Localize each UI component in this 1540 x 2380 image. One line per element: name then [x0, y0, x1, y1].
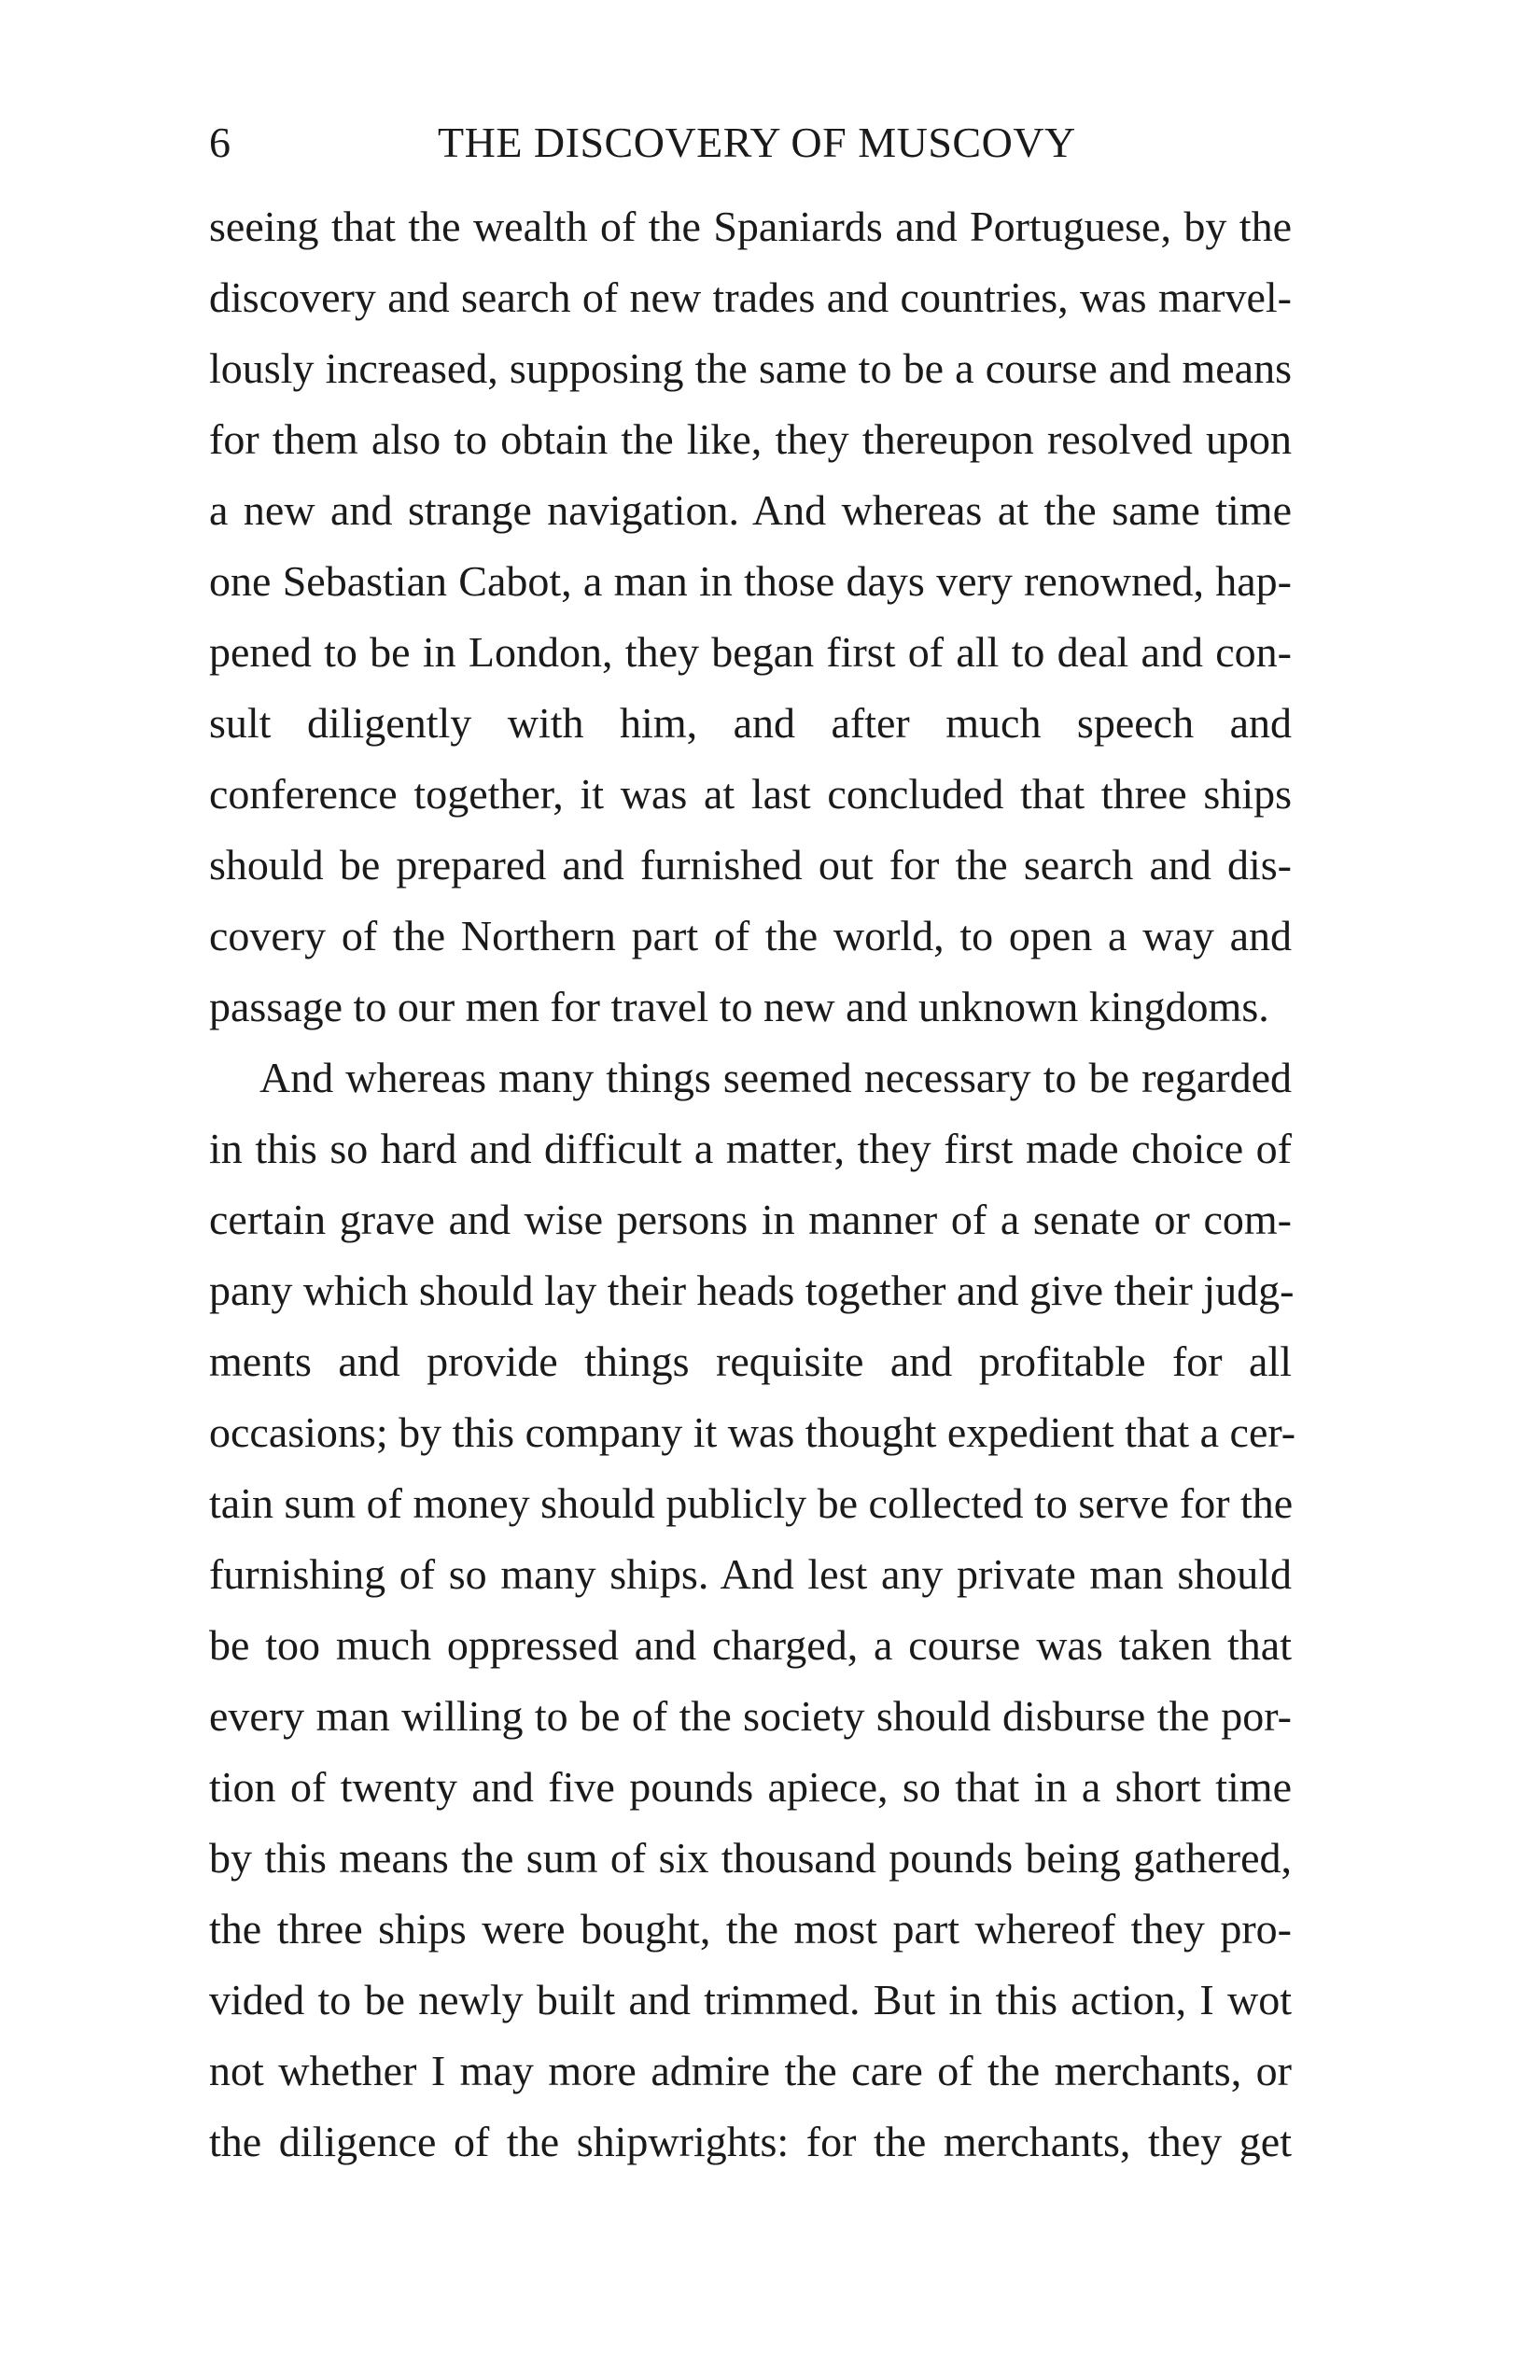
text-line: one Sebastian Cabot, a man in those days very renowned, hap-: [209, 557, 1292, 605]
text-line: furnishing of so many ships. And lest any private man should: [209, 1550, 1292, 1598]
text-line: certain grave and wise persons in manner of a senate or com-: [209, 1196, 1292, 1243]
page-header: [209, 110, 1292, 175]
text-line: vided to be newly built and trimmed. But in this action, I wot: [209, 1976, 1292, 2023]
text-line: And whereas many things seemed necessary to be regarded: [259, 1054, 1292, 1101]
text-line: seeing that the wealth of the Spaniards and Portuguese, by the: [209, 203, 1292, 250]
text-line: discovery and search of new trades and countries, was marvel-: [209, 273, 1292, 321]
text-line: ments and provide things requisite and profitable for all: [209, 1337, 1292, 1385]
text-line: every man willing to be of the society should disburse the por-: [209, 1692, 1292, 1740]
text-line: should be prepared and furnished out for the search and dis-: [209, 841, 1292, 889]
text-line: not whether I may more admire the care of the merchants, or: [209, 2047, 1292, 2094]
text-line: in this so hard and difficult a matter, they first made choice of: [209, 1125, 1292, 1172]
text-line: the diligence of the shipwrights: for the merchants, they get: [209, 2118, 1292, 2165]
text-line: be too much oppressed and charged, a course was taken that: [209, 1621, 1292, 1669]
text-line: lously increased, supposing the same to be a course and means: [209, 344, 1292, 392]
text-line: pany which should lay their heads together and give their judg-: [209, 1267, 1295, 1314]
text-line: occasions; by this company it was thought expedient that a cer-: [209, 1408, 1296, 1456]
text-line: the three ships were bought, the most part whereof they pro-: [209, 1905, 1292, 1953]
running-title: THE DISCOVERY OF MUSCOVY: [438, 119, 1076, 166]
text-line: passage to our men for travel to new and unknown kingdoms.: [209, 983, 1269, 1030]
text-line: tain sum of money should publicly be collected to serve for the: [209, 1479, 1294, 1527]
text-line: sult diligently with him, and after much speech and: [209, 699, 1292, 747]
text-line: by this means the sum of six thousand pounds being gathered,: [209, 1834, 1292, 1882]
text-line: for them also to obtain the like, they thereupon resolved upon: [209, 415, 1292, 463]
text-line: pened to be in London, they began first of all to deal and con-: [209, 628, 1292, 676]
body-text: [209, 191, 1296, 2177]
text-line: a new and strange navigation. And whereas at the same time: [209, 486, 1292, 534]
text-line: conference together, it was at last concluded that three ships: [209, 770, 1292, 818]
page-number: 6: [209, 119, 231, 166]
text-line: tion of twenty and five pounds apiece, so that in a short time: [209, 1763, 1292, 1811]
text-line: covery of the Northern part of the world, to open a way and: [209, 912, 1292, 959]
